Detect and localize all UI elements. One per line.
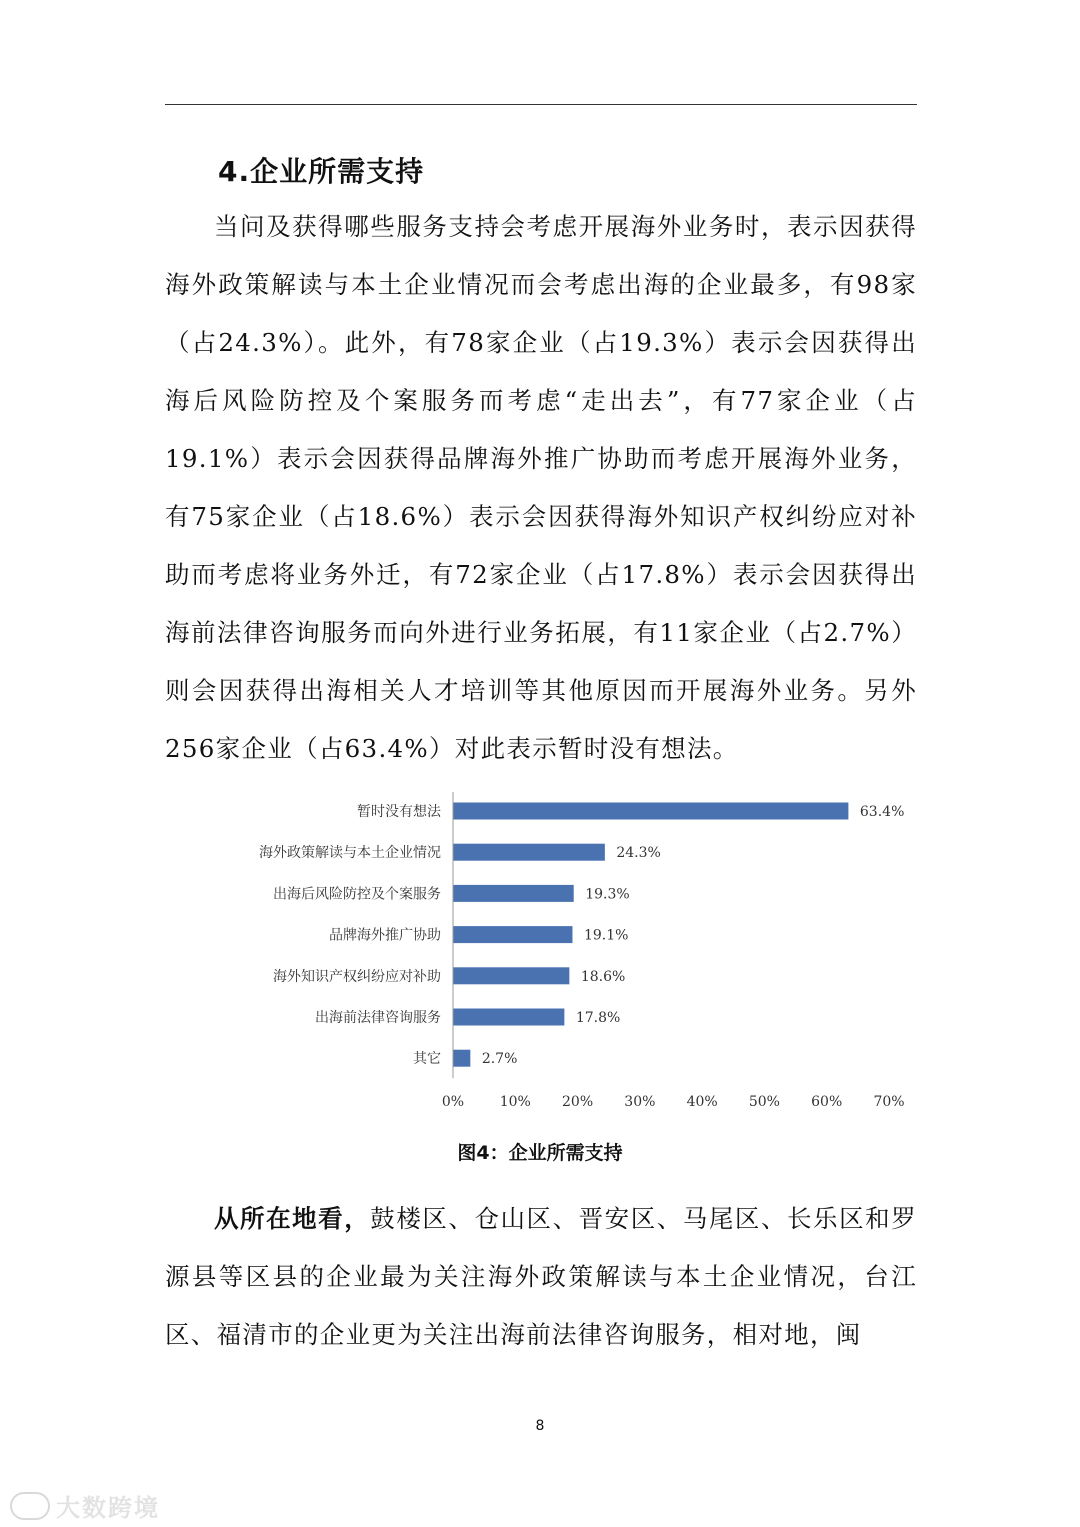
chart-x-tick-label: 40% [686,1094,718,1110]
watermark [10,1488,160,1523]
chart-x-tick-label: 10% [499,1094,531,1110]
chart-category-label: 出海后风险防控及个案服务 [273,886,441,903]
chart-bar [454,844,605,861]
chart-x-tick-label: 50% [748,1094,780,1110]
chart-x-tick-label: 20% [562,1094,594,1110]
chart-x-tick-label: 0% [441,1094,465,1110]
chart-category-label: 品牌海外推广协助 [329,927,441,944]
watermark-text: 大数跨境 [56,1494,160,1522]
paragraph-lead: 从所在地看， [214,1204,371,1233]
chart-bar [454,1050,471,1067]
page-number: 8 [535,1418,545,1434]
support-bar-chart [165,788,925,1123]
chart-bar [454,803,849,820]
chart-data-label: 18.6% [580,968,626,985]
chart-x-tick-label: 30% [624,1094,656,1110]
section-heading: 4.企业所需支持 [218,155,425,188]
chart-data-label: 17.8% [575,1010,621,1026]
paragraph-body: 鼓楼区、仓山区、晋安区、马尾区、长乐区和罗源县等区县的企业最为关注海外政策解读与本土企业情况，台江区、福清市的企业更为关注出海前法律咨询服务，相对地，闽 [165,1204,917,1349]
chart-bar [454,967,570,984]
chart-data-label: 24.3% [616,845,661,862]
chart-category-label: 出海前法律咨询服务 [315,1010,441,1026]
chart-bar [454,885,574,902]
paragraph-location [165,1190,917,1364]
chart-bar [454,926,573,943]
chart-data-label: 19.3% [585,886,630,903]
figure-caption: 图4：企业所需支持 [457,1142,623,1164]
chart-category-label: 海外知识产权纠纷应对补助 [273,968,441,985]
chart-bar [454,1009,565,1026]
chart-data-label: 63.4% [859,804,905,820]
chart-x-tick-label: 60% [811,1094,843,1110]
chart-data-label: 19.1% [583,927,629,944]
chart-category-label: 其它 [413,1051,441,1068]
chart-category-label: 暂时没有想法 [357,804,441,820]
chart-data-label: 2.7% [481,1051,518,1068]
header-rule [165,104,917,105]
watermark-logo-icon [10,1492,50,1520]
paragraph-intro: 当问及获得哪些服务支持会考虑开展海外业务时，表示因获得海外政策解读与本土企业情况而会考虑出海的企业最多，有98家（占24.3%）。此外，有78家企业（占19.3%）表示会因获得出海后风险防控及个案服务而考虑“走出去”，有77家企业（占19.1%）表示会因获得品牌海外推广协助而考虑开展海外业务，有75家企业（占18.6%）表示会因获得海外知识产权纠纷应对补助而考虑将业务外迁，有72家企业（占17.8%）表示会因获得出海前法律咨询服务而向外进行业务拓展，有11家企业（占2.7%）则会因获得出海相关人才培训等其他原因而开展海外业务。另外256家企业（占63.4%）对此表示暂时没有想法。 [165,212,917,763]
chart-x-tick-label: 70% [873,1094,905,1110]
chart-category-label: 海外政策解读与本土企业情况 [259,845,441,862]
